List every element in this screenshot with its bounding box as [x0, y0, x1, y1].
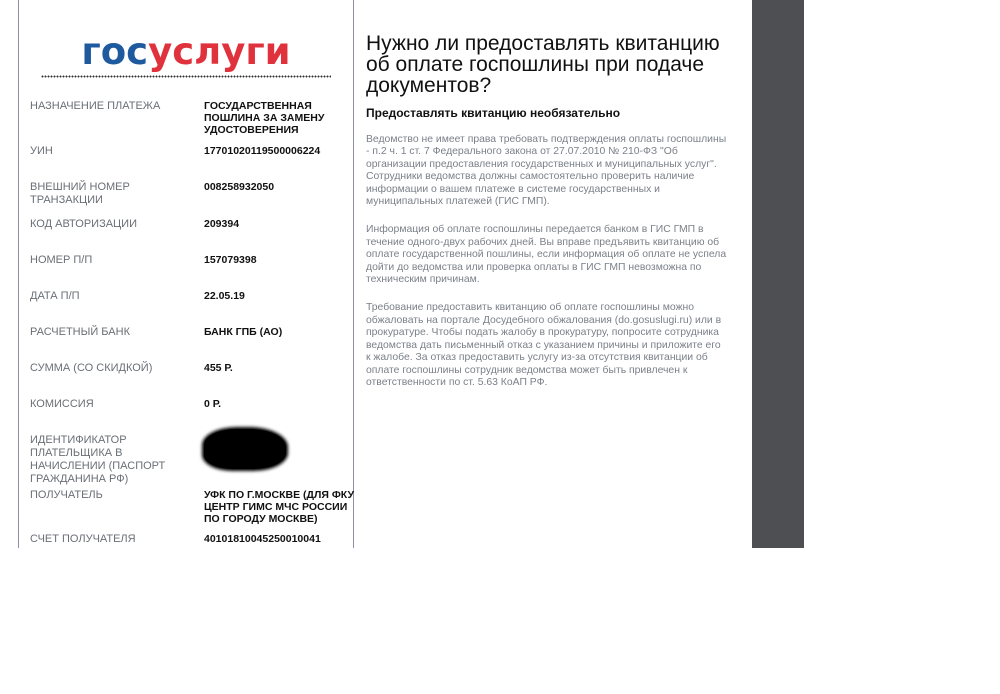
row-value: 22.05.19: [204, 290, 245, 302]
row-value: БАНК ГПБ (АО): [204, 326, 283, 338]
vertical-scrollbar[interactable]: [752, 0, 804, 548]
row-label: УИН: [30, 145, 53, 157]
payment-receipt: [18, 0, 354, 548]
row-value: 17701020119500006224: [204, 145, 321, 157]
gosuslugi-logo: [19, 32, 353, 72]
row-label: ДАТА П/П: [30, 290, 80, 302]
row-label: ПОЛУЧАТЕЛЬ: [30, 489, 103, 501]
row-label: КОМИССИЯ: [30, 398, 94, 410]
row-label: НАЗНАЧЕНИЕ ПЛАТЕЖА: [30, 100, 161, 112]
logo-part-gos: гос: [81, 30, 149, 73]
row-value: 0 Р.: [204, 398, 222, 410]
article-paragraph: Требование предоставить квитанцию об оплате госпошлины можно обжаловать на портале Досудебного обжалования (do.gosuslugi.ru) или в прокуратуре. Чтобы подать жалобу в прокуратуру, попросите сотрудника ведомства дать письменный отказ с указанием причины и приложите его к жалобе. За отказ предоставить услугу из-за отсутствия квитанции об оплате госпошлины сотрудник ведомства может быть привлечен к ответственности по ст. 5.63 КоАП РФ.: [366, 302, 722, 388]
row-value: УФК ПО Г.МОСКВЕ (ДЛЯ ФКУ ЦЕНТР ГИМС МЧС РОССИИ ПО ГОРОДУ МОСКВЕ): [204, 489, 354, 525]
row-value: 157079398: [204, 254, 257, 266]
dotted-divider: [41, 75, 331, 78]
row-value: 209394: [204, 218, 240, 230]
row-label: СУММА (СО СКИДКОЙ): [30, 362, 153, 374]
row-label: ВНЕШНИЙ НОМЕР ТРАНЗАКЦИИ: [30, 181, 130, 206]
row-value: 455 Р.: [204, 362, 233, 374]
row-label: ИДЕНТИФИКАТОР ПЛАТЕЛЬЩИКА В НАЧИСЛЕНИИ (ПАСПОРТ ГРАЖДАНИНА РФ): [30, 434, 166, 485]
article-paragraph: Ведомство не имеет права требовать подтверждения оплаты госпошлины - п.2 ч. 1 ст. 7 Федерального закона от 27.07.2010 № 210-ФЗ "Об организации предоставления государственных и муниципальных услуг". Сотрудники ведомства должны самостоятельно проверить наличие информации о вашем платеже в системе государственных и муниципальных платежей (ГИС ГМП).: [366, 134, 727, 208]
row-label: СЧЕТ ПОЛУЧАТЕЛЯ: [30, 533, 136, 545]
article-paragraph: Информация об оплате госпошлины передается банком в ГИС ГМП в течение одного-двух рабочих дней. Вы вправе предъявить квитанцию об оплате государственной пошлины, если информация об оплате не успела дойти до ведомства или проверка оплаты в ГИС ГМП невозможна по техническим причинам.: [366, 224, 727, 286]
row-value: 40101810045250010041: [204, 533, 321, 545]
row-label: НОМЕР П/П: [30, 254, 93, 266]
logo-part-uslugi: услуги: [148, 30, 291, 73]
article-subheading: Предоставлять квитанцию необязательно: [366, 106, 621, 120]
row-label: РАСЧЕТНЫЙ БАНК: [30, 326, 130, 338]
row-value: ГОСУДАРСТВЕННАЯ ПОШЛИНА ЗА ЗАМЕНУ УДОСТОВЕРЕНИЯ: [204, 100, 325, 136]
row-value: 008258932050: [204, 181, 275, 193]
faq-article: [366, 33, 728, 389]
row-label: КОД АВТОРИЗАЦИИ: [30, 218, 137, 230]
redaction-mark: [204, 429, 286, 469]
article-heading: Нужно ли предоставлять квитанцию об оплате госпошлины при подаче документов?: [366, 32, 720, 97]
